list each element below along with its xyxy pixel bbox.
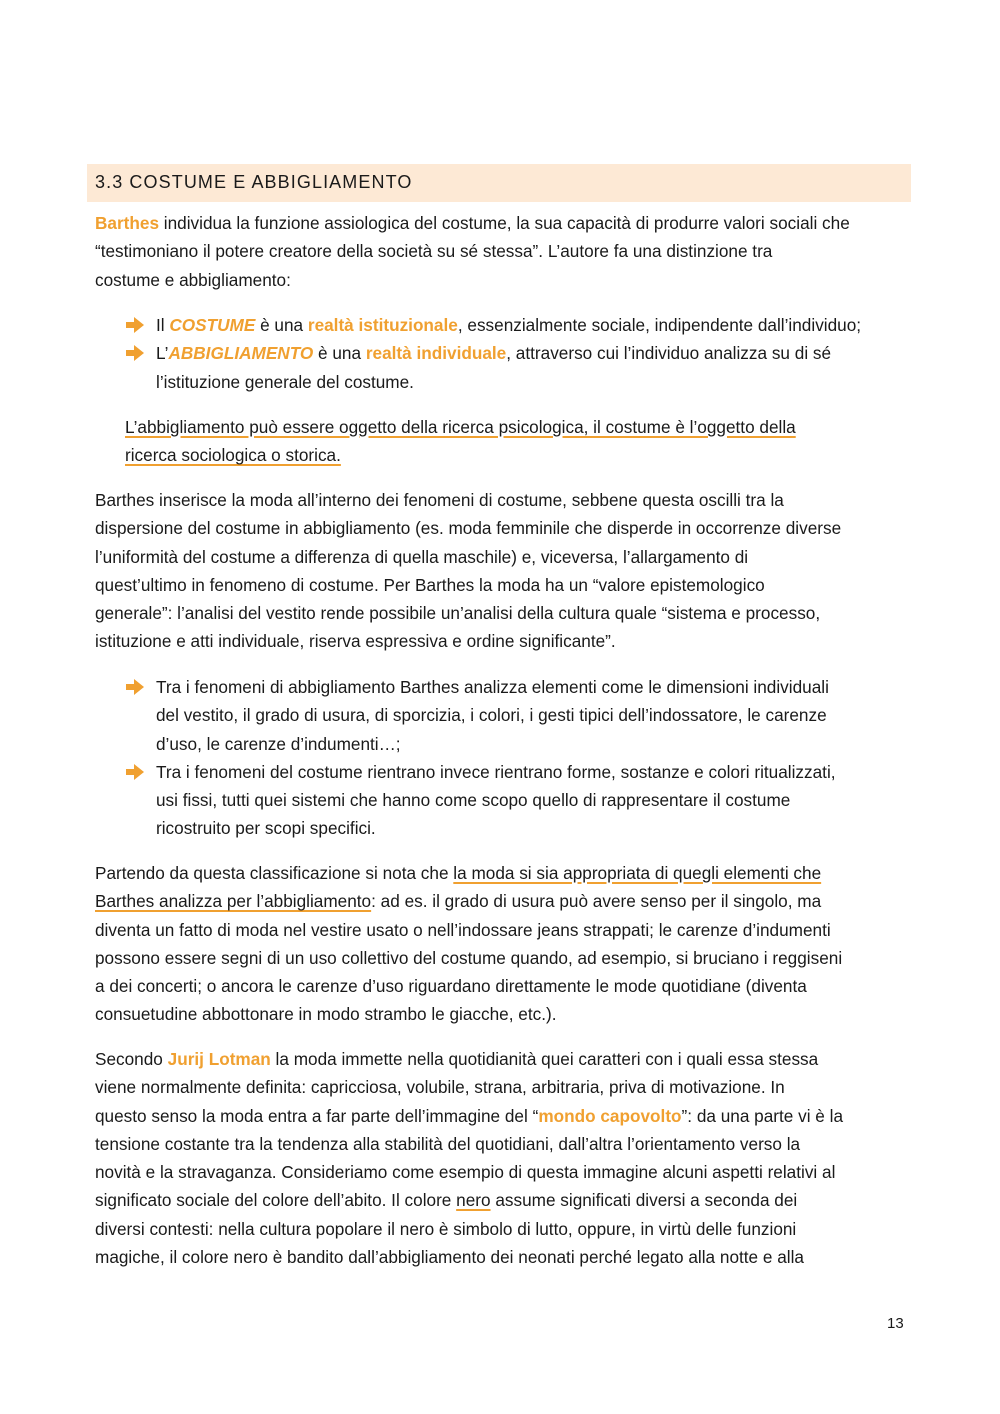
bullet-list-phenomena	[125, 673, 915, 843]
text-line: consuetudine abbottonare in modo strambo le giacche, etc.).	[95, 1004, 557, 1025]
text-line: l’istituzione generale del costume.	[156, 371, 414, 392]
text-run: L’	[156, 343, 169, 364]
underlined-text: la moda si sia appropriata di quegli elementi che	[453, 863, 822, 883]
key-institutional: realtà istituzionale	[307, 315, 458, 335]
section-heading-bar	[87, 164, 911, 202]
text-run: la moda immette nella quotidianità quei caratteri con i quali essa stessa	[270, 1049, 819, 1069]
right-arrow-icon	[125, 344, 145, 362]
section-heading: 3.3 COSTUME E ABBIGLIAMENTO	[95, 172, 413, 192]
term-abbigliamento: ABBIGLIAMENTO	[168, 343, 314, 364]
text-run: ”: da una parte vi è la	[681, 1105, 844, 1126]
text-run: Il	[156, 315, 170, 335]
text-run: : ad es. il grado di usura può avere senso per il singolo, ma	[371, 891, 822, 912]
text-run: è una	[313, 343, 366, 364]
highlight-mondo-capovolto: mondo capovolto	[538, 1105, 682, 1126]
underlined-nero: nero	[456, 1190, 491, 1211]
text-run: assume significati diversi a seconda dei	[490, 1190, 798, 1211]
text-line: Tra i fenomeni del costume rientrano invece rientrano forme, sostanze e colori ritualizzati,	[156, 761, 836, 782]
text-line: quest’ultimo in fenomeno di costume. Per Barthes la moda ha un “valore epistemologico	[95, 574, 765, 595]
paragraph-lotman	[95, 1045, 905, 1271]
bullet-list-definitions	[125, 311, 915, 396]
text-run: Partendo da questa classificazione si nota che	[95, 863, 454, 883]
highlight-lotman: Jurij Lotman	[167, 1049, 271, 1069]
text-line: viene normalmente definita: capricciosa, volubile, strana, arbitraria, priva di motivazione. In	[95, 1077, 785, 1098]
right-arrow-icon	[125, 316, 145, 334]
list-item	[125, 339, 915, 396]
paragraph-fashion	[95, 486, 905, 656]
text-line: diversi contesti: nella cultura popolare il nero è simbolo di lutto, oppure, in virtù delle funzioni	[95, 1218, 797, 1239]
text-line: dispersione del costume in abbigliamento (es. moda femminile che disperde in occorrenze diverse	[95, 518, 842, 539]
text-line: l’uniformità del costume a differenza di quella maschile) e, viceversa, l’allargamento di	[95, 546, 749, 567]
text-line: istituzione e atti individuale, riserva espressiva e ordine significante”.	[95, 631, 616, 652]
text-line: diventa un fatto di moda nel vestire usato o nell’indossare jeans strappati; le carenze d’indumenti	[95, 919, 831, 940]
underlined-note	[125, 413, 935, 470]
text-run: Secondo	[95, 1049, 168, 1069]
right-arrow-icon	[125, 678, 145, 696]
text-run: significato sociale del colore dell’abito. Il colore	[95, 1190, 457, 1211]
term-costume: COSTUME	[169, 315, 256, 335]
paragraph-classification	[95, 859, 905, 1029]
text-line: novità e la stravaganza. Consideriamo come esempio di questa immagine alcuni aspetti relativi al	[95, 1162, 836, 1183]
text-line: usi fissi, tutti quei sistemi che hanno come scopo quello di rappresentare il costume	[156, 790, 791, 811]
right-arrow-icon	[125, 763, 145, 781]
text-line: ricostruito per scopi specifici.	[156, 818, 376, 839]
text-line: del vestito, il grado di usura, di sporcizia, i colori, i gesti tipici dell’indossatore, le carenze	[156, 705, 827, 726]
key-individual: realtà individuale	[365, 343, 507, 364]
paragraph-intro	[95, 209, 905, 294]
text-line: costume e abbigliamento:	[95, 269, 291, 290]
highlight-barthes: Barthes	[95, 213, 159, 233]
page-number: 13	[887, 1315, 904, 1332]
text-run: , attraverso cui l’individuo analizza su di sé	[506, 343, 832, 364]
list-item	[125, 673, 915, 758]
text-run: , essenzialmente sociale, indipendente dall’individuo;	[457, 315, 862, 335]
text-run: individua la funzione assiologica del costume, la sua capacità di produrre valori sociali che	[159, 213, 850, 233]
underlined-text: ricerca sociologica o storica.	[125, 445, 341, 466]
list-item	[125, 758, 915, 843]
text-line: tensione costante tra la tendenza alla stabilità del quotidiani, dall’altra l’orientamento verso la	[95, 1133, 801, 1154]
text-line: magiche, il colore nero è bandito dall’abbigliamento dei neonati perché legato alla notte e alla	[95, 1247, 804, 1268]
text-run: è una	[255, 315, 308, 335]
underlined-text: Barthes analizza per l’abbigliamento	[95, 891, 372, 912]
text-line: generale”: l’analisi del vestito rende possibile un’analisi della cultura quale “sistema e processo,	[95, 603, 821, 624]
list-item	[125, 311, 915, 339]
text-line: Barthes inserisce la moda all’interno dei fenomeni di costume, sebbene questa oscilli tra la	[95, 490, 784, 510]
underlined-text: L’abbigliamento può essere oggetto della ricerca psicologica, il costume è l’oggetto della	[125, 417, 796, 437]
text-line: “testimoniano il potere creatore della società su sé stessa”. L’autore fa una distinzione tra	[95, 241, 773, 262]
text-line: a dei concerti; o ancora le carenze d’uso riguardano direttamente le mode quotidiane (diventa	[95, 976, 807, 997]
text-line: possono essere segni di un uso collettivo del costume quando, ad esempio, si bruciano i reggiseni	[95, 947, 843, 968]
text-line: d’uso, le carenze d’indumenti…;	[156, 733, 401, 754]
text-run: questo senso la moda entra a far parte dell’immagine del “	[95, 1105, 539, 1126]
text-line: Tra i fenomeni di abbigliamento Barthes analizza elementi come le dimensioni individuali	[156, 677, 829, 697]
